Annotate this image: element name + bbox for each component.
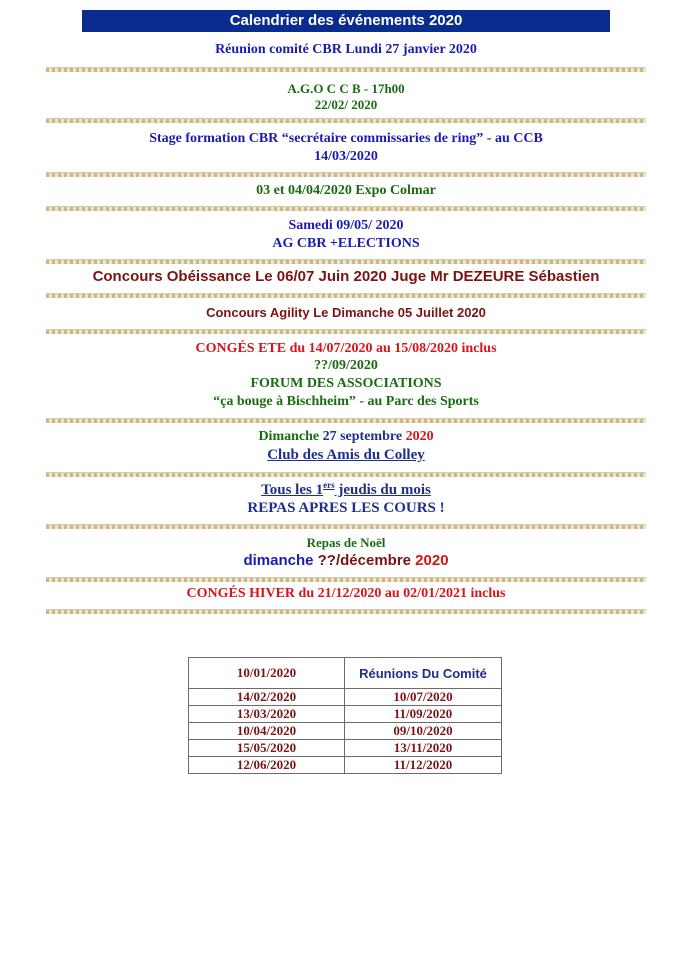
page-title: Calendrier des événements 2020 (82, 10, 610, 32)
event-conges-ete: CONGÉS ETE du 14/07/2020 au 15/08/2020 inclus (195, 341, 497, 356)
event-stage-line1: Stage formation CBR “secrétaire commissaries de ring” - au CCB (149, 131, 543, 146)
separator (46, 472, 646, 477)
event-forum-subtitle: “ça bouge à Bischheim” - au Parc des Sports (213, 394, 479, 409)
event-repas-suffix: jeudis du mois (334, 482, 431, 498)
separator (46, 329, 646, 334)
table-row (189, 689, 502, 706)
event-colley-date-text: 27 septembre (322, 429, 406, 444)
separator (46, 609, 646, 614)
event-colley-year: 2020 (405, 429, 434, 444)
event-noel-month: ??/décembre (317, 552, 416, 569)
event-repas-sup: ers (323, 480, 335, 490)
separator (46, 259, 646, 264)
separator (46, 67, 646, 72)
event-stage-line2: 14/03/2020 (314, 149, 378, 164)
event-concours-agility: Concours Agility Le Dimanche 05 Juillet 2020 (206, 305, 486, 320)
event-noel-day: dimanche (243, 552, 318, 569)
event-repas-line2: REPAS APRES LES COURS ! (247, 500, 445, 516)
table-row (189, 757, 502, 774)
event-colley-day: Dimanche (258, 429, 323, 444)
table-cell: 12/06/2020 (189, 757, 345, 774)
event-noel-date (46, 552, 646, 570)
separator (46, 293, 646, 298)
event-expo-colmar: 03 et 04/04/2020 Expo Colmar (256, 183, 436, 198)
separator (46, 418, 646, 423)
event-reunion-comite: Réunion comité CBR Lundi 27 janvier 2020 (215, 42, 477, 57)
table-row (189, 706, 502, 723)
separator (46, 172, 646, 177)
separator (46, 206, 646, 211)
table-header-row (189, 658, 502, 689)
table-cell: 15/05/2020 (189, 740, 345, 757)
separator (46, 524, 646, 529)
table-cell: 13/11/2020 (345, 740, 502, 757)
event-noel-year: 2020 (415, 552, 449, 569)
first-meeting-date: 10/01/2020 (189, 658, 345, 689)
meetings-table (188, 657, 502, 774)
event-ag-cbr-line1: Samedi 09/05/ 2020 (288, 218, 404, 233)
table-cell: 10/04/2020 (189, 723, 345, 740)
table-cell: 11/09/2020 (345, 706, 502, 723)
table-cell: 10/07/2020 (345, 689, 502, 706)
table-cell: 14/02/2020 (189, 689, 345, 706)
event-ago-line2: 22/02/ 2020 (314, 97, 378, 112)
event-ag-cbr-line2: AG CBR +ELECTIONS (272, 236, 420, 251)
table-cell: 13/03/2020 (189, 706, 345, 723)
event-forum-date: ??/09/2020 (314, 358, 378, 373)
separator (46, 577, 646, 582)
event-ago-line1: A.G.O C C B - 17h00 (287, 81, 405, 96)
table-cell: 09/10/2020 (345, 723, 502, 740)
event-conges-hiver: CONGÉS HIVER du 21/12/2020 au 02/01/2021 inclus (186, 586, 506, 601)
separator (46, 118, 646, 123)
table-cell: 11/12/2020 (345, 757, 502, 774)
event-concours-obeissance: Concours Obéissance Le 06/07 Juin 2020 Juge Mr DEZEURE Sébastien (92, 268, 600, 285)
table-row (189, 740, 502, 757)
event-colley-date (46, 428, 646, 446)
table-row (189, 723, 502, 740)
meetings-header: Réunions Du Comité (345, 658, 502, 689)
event-colley-club: Club des Amis du Colley (267, 447, 425, 463)
event-repas-line1 (46, 481, 646, 499)
event-repas-prefix: Tous les 1 (261, 482, 324, 498)
event-noel-title: Repas de Noël (306, 535, 386, 550)
event-forum-title: FORUM DES ASSOCIATIONS (250, 376, 442, 391)
